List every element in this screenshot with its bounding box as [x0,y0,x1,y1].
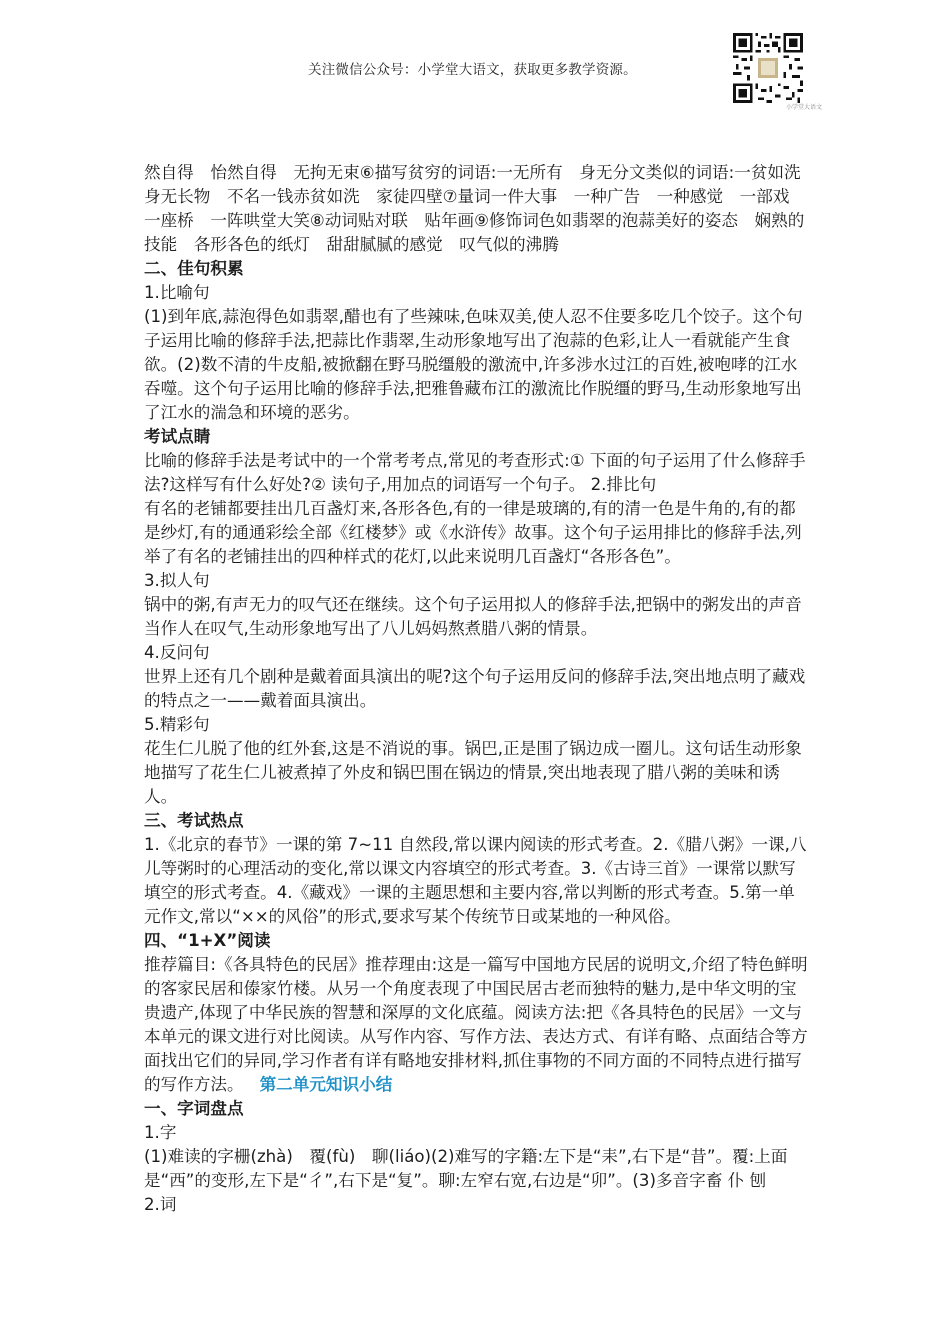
characters-paragraph: (1)难读的字栅(zhà) 覆(fù) 聊(liáo)(2)难写的字籍:左下是“耒”,右下是“昔”。覆:上面是“西”的变形,左下是“彳”,右下是“复”。聊:左窄右宽,右边是“卯”。(3)多音字畜 仆 刨 [144,1147,788,1190]
section-heading-sentences: 二、佳句积累 [144,259,244,278]
wonderful-paragraph: 花生仁儿脱了他的红外套,这是不消说的事。锅巴,正是围了锅边成一圈儿。这句话生动形象地描写了花生仁儿被煮掉了外皮和锅巴围在锅边的情景,突出地表现了腊八粥的美味和诱人。 [144,739,802,806]
document-body [144,161,818,1217]
subheading-words: 2.词 [144,1195,177,1214]
unit-two-title: 第二单元知识小结 [259,1075,393,1094]
rhetorical-paragraph: 世界上还有几个剧种是戴着面具演出的呢?这个句子运用反问的修辞手法,突出地点明了藏戏的特点之一——戴着面具演出。 [144,667,806,710]
personification-paragraph: 锅中的粥,有声无力的叹气还在继续。这个句子运用拟人的修辞手法,把锅中的粥发出的声音当作人在叹气,生动形象地写出了八儿妈妈熬煮腊八粥的情景。 [144,595,802,638]
subheading-personification: 3.拟人句 [144,571,210,590]
qr-code-icon [733,33,803,103]
reading-text: 推荐篇目:《各具特色的民居》推荐理由:这是一篇写中国地方民居的说明文,介绍了特色鲜明的客家民居和傣家竹楼。从另一个角度表现了中国民居古老而独特的魅力,是中华文明的宝贵遗产,体现了中华民族的智慧和深厚的文化底蕴。阅读方法:把《各具特色的民居》一文与本单元的课文进行对比阅读。从写作内容、写作方法、表达方式、有详有略、点面结合等方面找出它们的异同,学习作者有详有略地安排材料,抓住事物的不同方面的不同特点进行描写的写作方法。 [144,955,808,1094]
section-heading-exam-hotspots: 三、考试热点 [144,811,244,830]
vocabulary-paragraph: 然自得 怡然自得 无拘无束⑥描写贫穷的词语:一无所有 身无分文类似的词语:一贫如洗 身无长物 不名一钱赤贫如洗 家徒四壁⑦量词一件大事 一种广告 一种感觉 一部戏 一座桥 一阵哄堂大笑⑧动词贴对联 贴年画⑨修饰词色如翡翠的泡蒜美好的姿态 娴熟的技能 各形各色的纸灯 甜甜腻腻的感觉 叹气似的沸腾 [144,163,818,254]
exam-focus-heading: 考试点睛 [144,427,211,446]
metaphor-paragraph: (1)到年底,蒜泡得色如翡翠,醋也有了些辣味,色味双美,使人忍不住要多吃几个饺子。这个句子运用比喻的修辞手法,把蒜比作翡翠,生动形象地写出了泡蒜的色彩,让人一看就能产生食欲。(2)数不清的牛皮船,被掀翻在野马脱缰般的激流中,许多涉水过江的百姓,被咆哮的江水吞噬。这个句子运用比喻的修辞手法,把雅鲁藏布江的激流比作脱缰的野马,生动形象地写出了江水的湍急和环境的恶劣。 [144,307,803,422]
subheading-metaphor: 1.比喻句 [144,283,210,302]
qr-caption: 小学堂大语文 [786,104,823,111]
subheading-wonderful: 5.精彩句 [144,715,210,734]
exam-hotspots-paragraph: 1.《北京的春节》一课的第 7~11 自然段,常以课内阅读的形式考查。2.《腊八粥》一课,八儿等粥时的心理活动的变化,常以课文内容填空的形式考查。3.《古诗三首》一课常以默写填空的形式考查。4.《藏戏》一课的主题思想和主要内容,常以判断的形式考查。5.第一单元作文,常以“××的风俗”的形式,要求写某个传统节日或某地的一种风俗。 [144,835,807,926]
subheading-characters: 1.字 [144,1123,177,1142]
header-note: 关注微信公众号：小学堂大语文，获取更多教学资源。 [308,62,637,78]
subheading-rhetorical: 4.反问句 [144,643,210,662]
exam-focus-paragraph: 比喻的修辞手法是考试中的一个常考考点,常见的考查形式:① 下面的句子运用了什么修辞手法?这样写有什么好处?② 读句子,用加点的词语写一个句子。 2.排比句 [144,451,806,494]
section-heading-reading: 四、“1+X”阅读 [144,931,271,950]
reading-paragraph [144,953,809,1097]
section-heading-words: 一、字词盘点 [144,1099,244,1118]
parallelism-paragraph: 有名的老铺都要挂出几百盏灯来,各形各色,有的一律是玻璃的,有的清一色是牛角的,有的都是纱灯,有的通通彩绘全部《红楼梦》或《水浒传》故事。这个句子运用排比的修辞手法,列举了有名的老铺挂出的四种样式的花灯,以此来说明几百盏灯“各形各色”。 [144,499,802,566]
